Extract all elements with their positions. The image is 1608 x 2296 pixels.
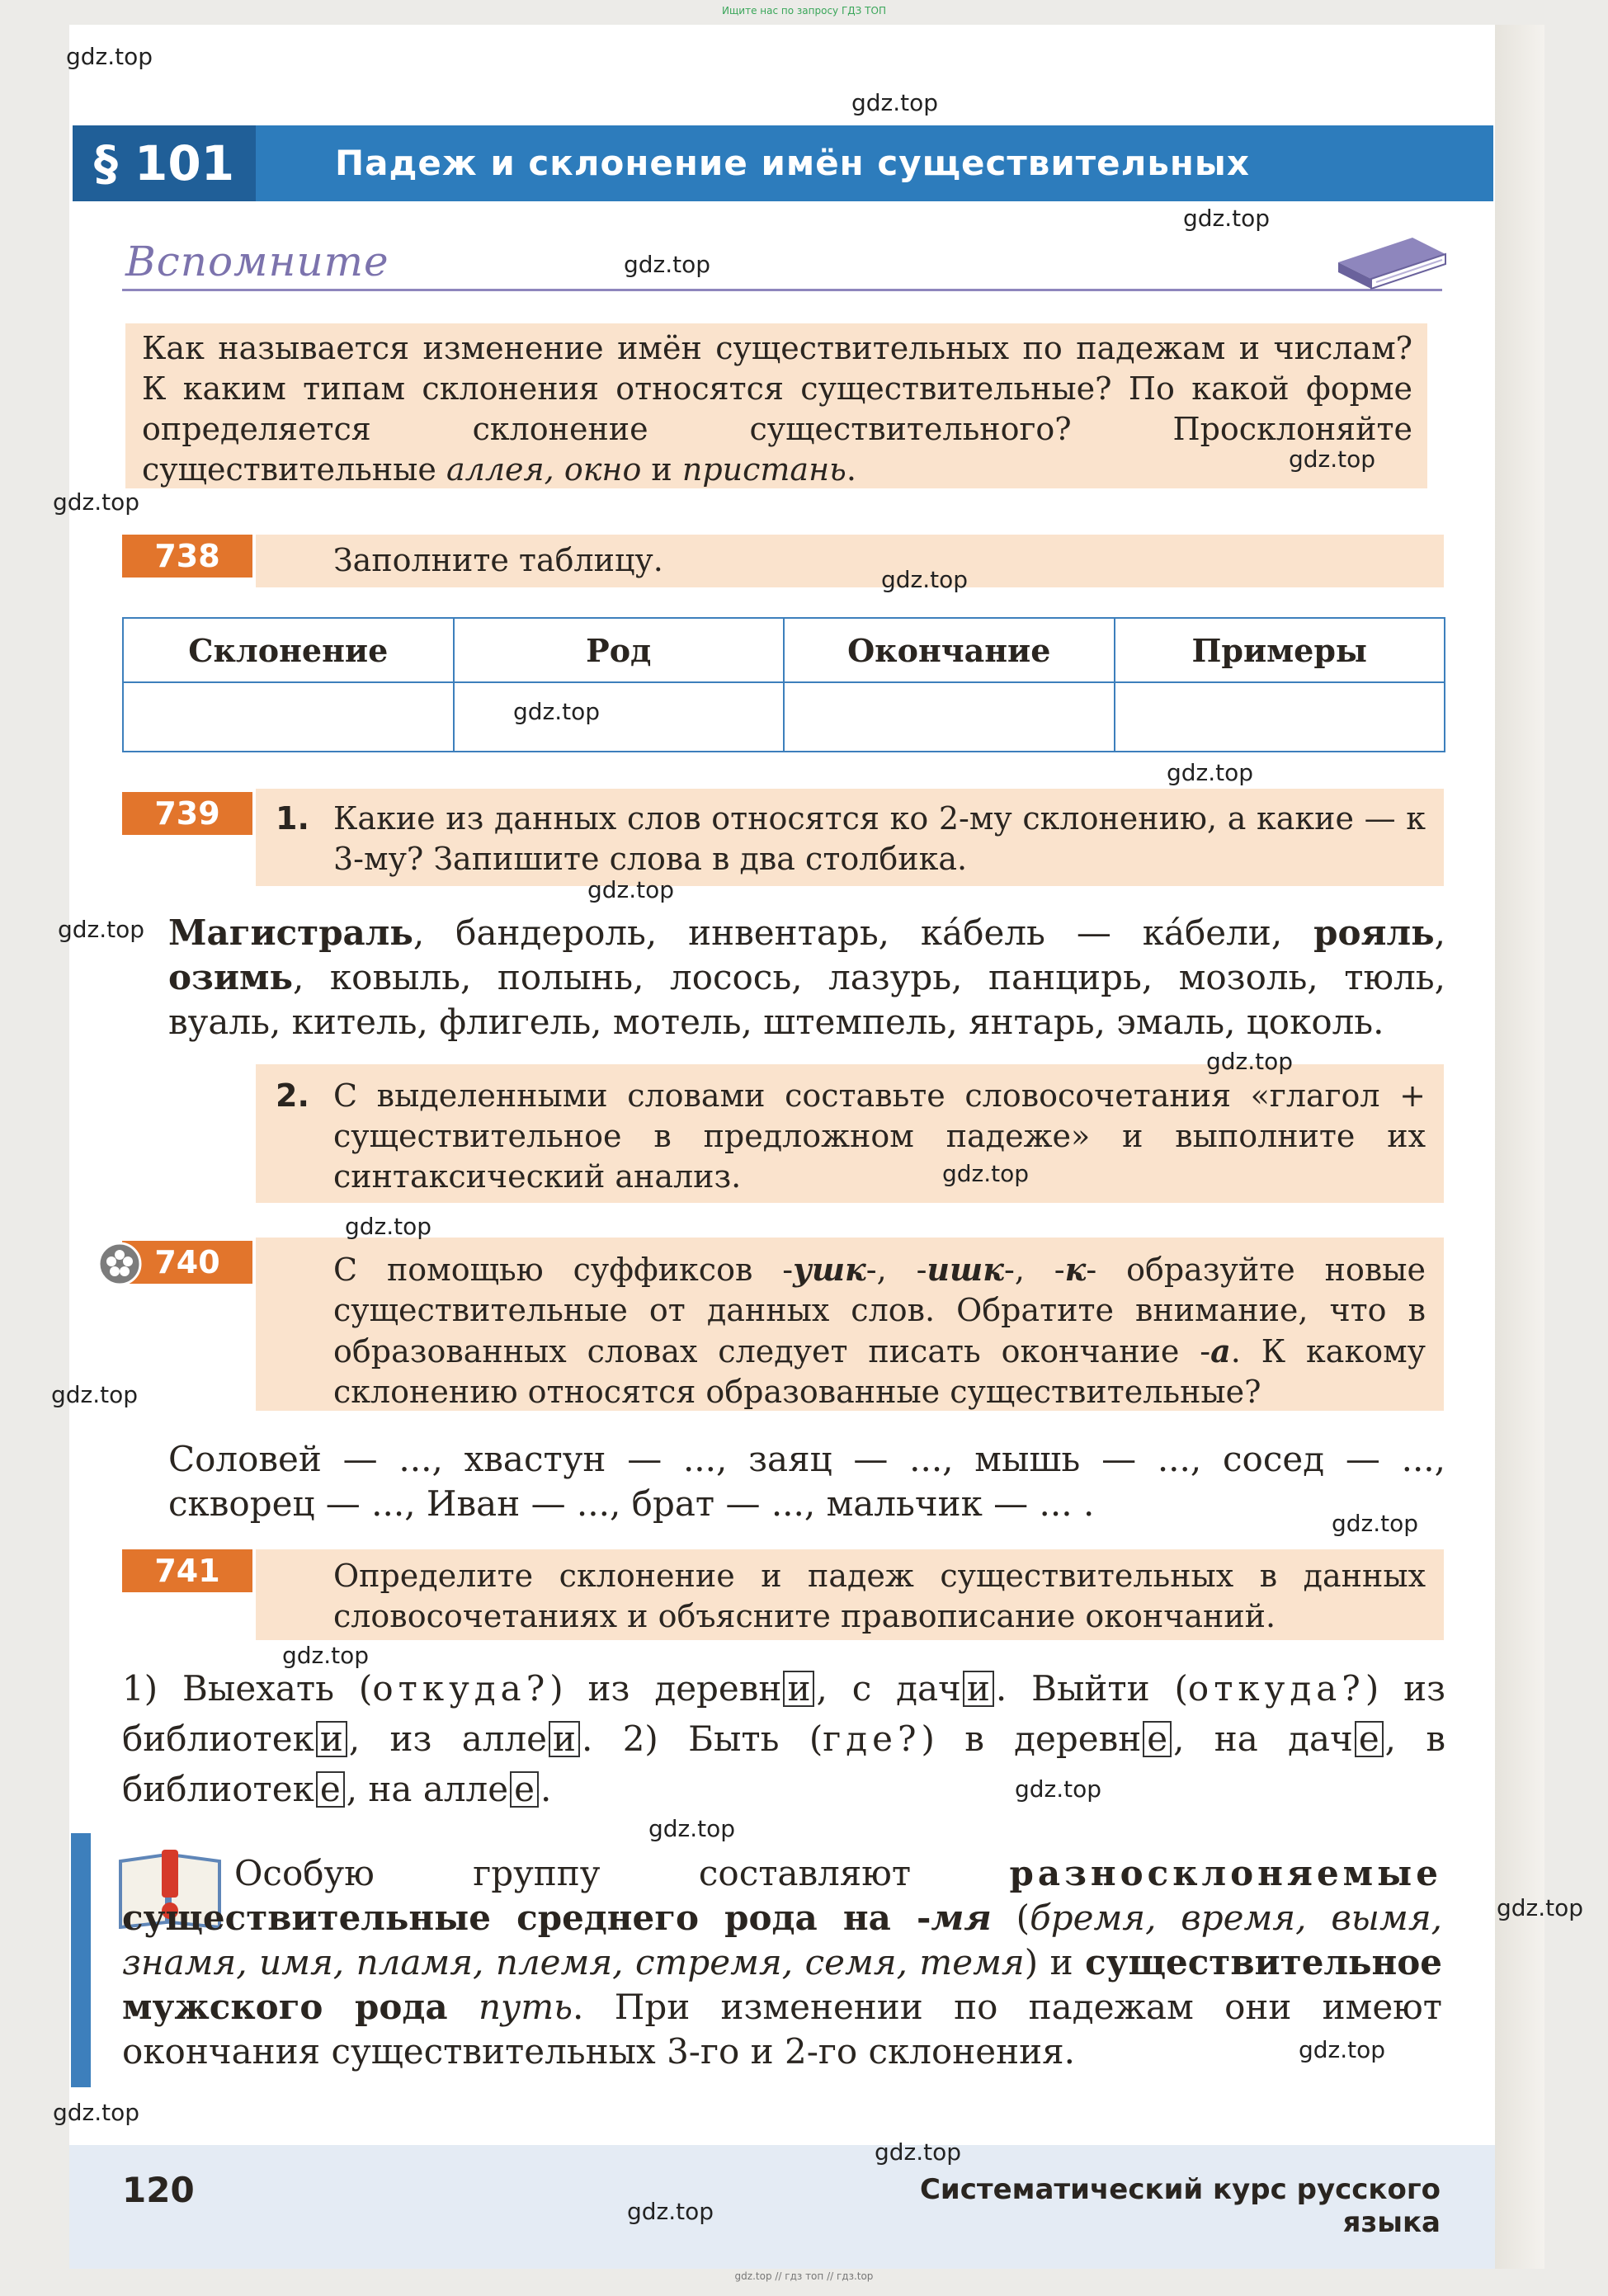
- page-number: 120: [122, 2170, 195, 2210]
- watermark: gdz.top: [624, 251, 711, 278]
- ex738-empty-row: [123, 682, 1445, 752]
- ending-box: е: [1143, 1721, 1172, 1757]
- recall-heading: Вспомните: [125, 238, 389, 285]
- watermark: gdz.top: [1332, 1510, 1419, 1537]
- watermark: gdz.top: [513, 698, 601, 725]
- watermark: gdz.top: [51, 1381, 139, 1408]
- ex738-task: Заполните таблицу.: [333, 542, 663, 578]
- ending-box: и: [963, 1671, 994, 1707]
- page-edge-shadow: [1495, 25, 1544, 2269]
- ex740-task: С помощью суффиксов -ушк-, -ишк-, -к- образуйте новые существительные от данных слов. Обратите внимание, что в образованных словах следует писать окончание -а. К какому склонению относятся образованные существительные?: [333, 1251, 1426, 1410]
- watermark: gdz.top: [58, 916, 145, 943]
- ex739-number-badge: 739: [122, 792, 252, 835]
- watermark: gdz.top: [53, 2099, 140, 2126]
- table-cell: [784, 682, 1115, 752]
- table-header: Окончание: [784, 618, 1115, 682]
- watermark: gdz.top: [1183, 205, 1271, 232]
- ex738-number-badge: 738: [122, 535, 252, 578]
- ex740-number-badge: 740: [122, 1241, 252, 1284]
- table-cell: [1115, 682, 1445, 752]
- ending-box: и: [549, 1721, 580, 1757]
- creative-task-icon: [97, 1242, 142, 1286]
- table-header: Род: [454, 618, 785, 682]
- ex739-task2-number: 2.: [276, 1077, 309, 1114]
- table-header: Склонение: [123, 618, 454, 682]
- watermark: gdz.top: [587, 876, 675, 903]
- ex739-task1-text: Какие из данных слов относятся ко 2-му склонению, а какие — к 3-му? Запишите слова в два столбика.: [333, 800, 1426, 877]
- watermark: gdz.top: [627, 2198, 714, 2225]
- ex739-task2-text: С выделенными словами составьте словосочетания «глагол + существительное в предложном падеже» и выполните их синтаксический анализ.: [333, 1077, 1426, 1195]
- watermark: gdz.top: [1497, 1894, 1584, 1921]
- watermark: gdz.top: [282, 1642, 370, 1669]
- recall-panel: [125, 323, 1427, 488]
- ex740-content: Соловей — ..., хвастун — ..., заяц — ..., мышь — ..., сосед — ..., скворец — ..., Иван — ..., брат — ..., мальчик — ... .: [168, 1439, 1445, 1524]
- watermark: gdz.top: [345, 1213, 432, 1240]
- watermark: gdz.top: [851, 89, 939, 116]
- rule-text: Особую группу составляют разносклоняемые существительные среднего рода на -мя (бремя, время, вымя, знамя, имя, пламя, племя, стремя, семя, темя) и существительное мужского рода путь. При изменении по падежам они имеют окончания существительных 3-го и 2-го склонения.: [122, 1853, 1443, 2072]
- table-header: Примеры: [1115, 618, 1445, 682]
- ex739-word-list: Магистраль, бандероль, инвентарь, ка́бель — ка́бели, рояль, озимь, ковыль, полынь, лосось, лазурь, панцирь, мозоль, тюль, вуаль, китель, флигель, мотель, штемпель, янтарь, эмаль, цоколь.: [168, 912, 1445, 1042]
- table-cell: [123, 682, 454, 752]
- recall-text: Как называется изменение имён существительных по падежам и числам? К каким типам склонения относятся существительные? По какой форме определяется склонение существительного? Просклоняйте существительные аллея, окно и пристань.: [142, 330, 1412, 488]
- section-title-bar: [73, 125, 1493, 201]
- ending-box: е: [510, 1771, 539, 1808]
- ex738-table: [122, 617, 1445, 752]
- watermark: gdz.top: [648, 1815, 736, 1842]
- book-icon: [1330, 229, 1454, 295]
- ending-box: е: [316, 1771, 345, 1808]
- ending-box: е: [1355, 1721, 1384, 1757]
- watermark: gdz.top: [66, 43, 153, 70]
- bottom-notice: gdz.top // гдз топ // гдз.top: [734, 2270, 874, 2282]
- top-notice: Ищите нас по запросу ГДЗ ТОП: [722, 5, 886, 17]
- watermark: gdz.top: [1167, 759, 1254, 786]
- watermark: gdz.top: [53, 488, 140, 516]
- ending-box: и: [783, 1671, 814, 1707]
- ex739-task1-number: 1.: [276, 800, 309, 837]
- table-cell: [454, 682, 785, 752]
- watermark: gdz.top: [1206, 1048, 1294, 1075]
- section-title: Падеж и склонение имён существительных: [335, 143, 1250, 183]
- ex741-task: Определите склонение и падеж существительных в данных словосочетаниях и объясните правописание окончаний.: [333, 1558, 1426, 1634]
- section-number: § 101: [73, 125, 256, 201]
- ex741-content: 1) Выехать (откуда?) из деревн и , с дач и . Выйти (откуда?) из библиотек и , из алле и . 2) Быть (где?) в деревн е , на дач е , в библиотек е , на алле е .: [122, 1668, 1446, 1809]
- ending-box: и: [316, 1721, 347, 1757]
- watermark: gdz.top: [1299, 2036, 1386, 2063]
- watermark: gdz.top: [875, 2138, 962, 2166]
- course-title: Систематический курс русского языка: [919, 2173, 1441, 2239]
- ex738-header-row: [123, 618, 1445, 682]
- rule-side-bar: [71, 1833, 91, 2087]
- watermark: gdz.top: [1015, 1775, 1102, 1803]
- watermark: gdz.top: [942, 1160, 1030, 1187]
- watermark: gdz.top: [881, 566, 969, 593]
- watermark: gdz.top: [1289, 446, 1376, 473]
- ex741-number-badge: 741: [122, 1549, 252, 1592]
- recall-underline: [122, 289, 1442, 291]
